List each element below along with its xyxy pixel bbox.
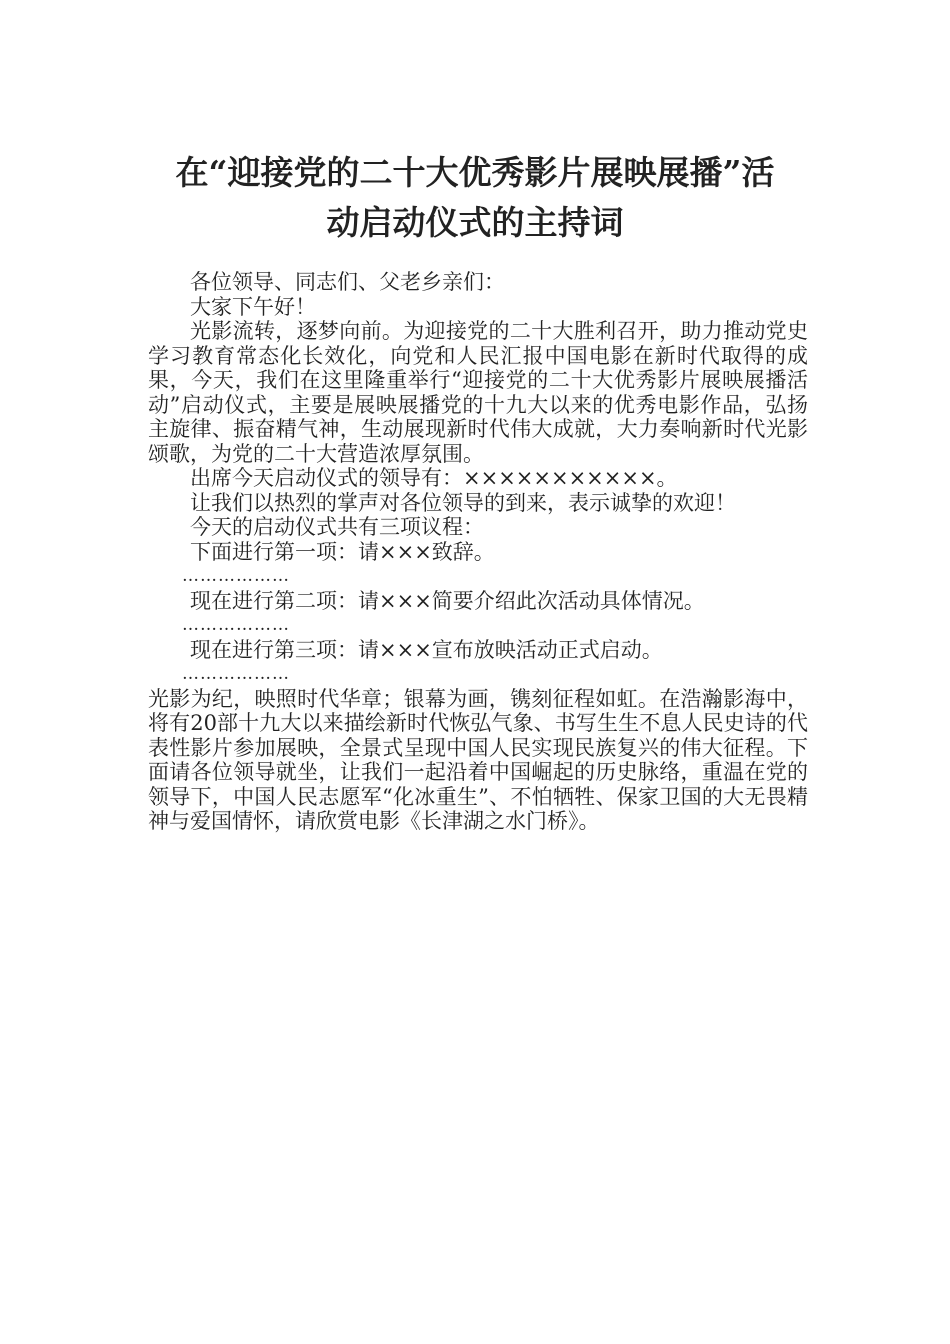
closing-paragraph: 光影为纪，映照时代华章；银幕为画，镌刻征程如虹。在浩瀚影海中，将有20部十九大以来描绘新时代恢弘气象、书写生生不息人民史诗的代表性影片参加展映，全景式呈现中国人民实现民族复兴的伟大征程。下面请各位领导就坐，让我们一起沿着中国崛起的历史脉络，重温在党的领导下，中国人民志愿军“化冰重生”、不怕牺牲、保家卫国的大无畏精神与爱国情怀，请欣赏电影《长津湖之水门桥》。: [148, 686, 808, 833]
ellipsis-2: ………………: [182, 615, 290, 635]
welcome-line: 让我们以热烈的掌声对各位领导的到来，表示诚挚的欢迎！: [190, 490, 736, 515]
salutation: 各位领导、同志们、父老乡亲们：: [190, 270, 505, 294]
document-title-line-1: 在“迎接党的二十大优秀影片展映展播”活: [175, 153, 775, 192]
document-body: [148, 270, 808, 834]
agenda-item-2: 现在进行第二项：请×××简要介绍此次活动具体情况。: [190, 588, 705, 613]
agenda-item-3: 现在进行第三项：请×××宣布放映活动正式启动。: [190, 637, 663, 662]
greeting: 大家下午好！: [190, 294, 316, 319]
agenda-intro: 今天的启动仪式共有三项议程：: [190, 515, 484, 539]
ellipsis-1: ………………: [182, 566, 290, 586]
attending-leaders: 出席今天启动仪式的领导有：×××××××××××。: [190, 466, 678, 490]
opening-paragraph: 光影流转，逐梦向前。为迎接党的二十大胜利召开，助力推动党史学习教育常态化长效化，向党和人民汇报中国电影在新时代取得的成果，今天，我们在这里隆重举行“迎接党的二十大优秀影片展映展播活动”启动仪式，主要是展映展播党的十九大以来的优秀电影作品，弘扬主旋律、振奋精气神，生动展现新时代伟大成就，大力奏响新时代光影颂歌，为党的二十大营造浓厚氛围。: [148, 319, 808, 466]
ellipsis-3: ………………: [182, 664, 290, 684]
document-title-line-2: 动启动仪式的主持词: [326, 203, 624, 242]
agenda-item-1: 下面进行第一项：请×××致辞。: [190, 539, 495, 564]
